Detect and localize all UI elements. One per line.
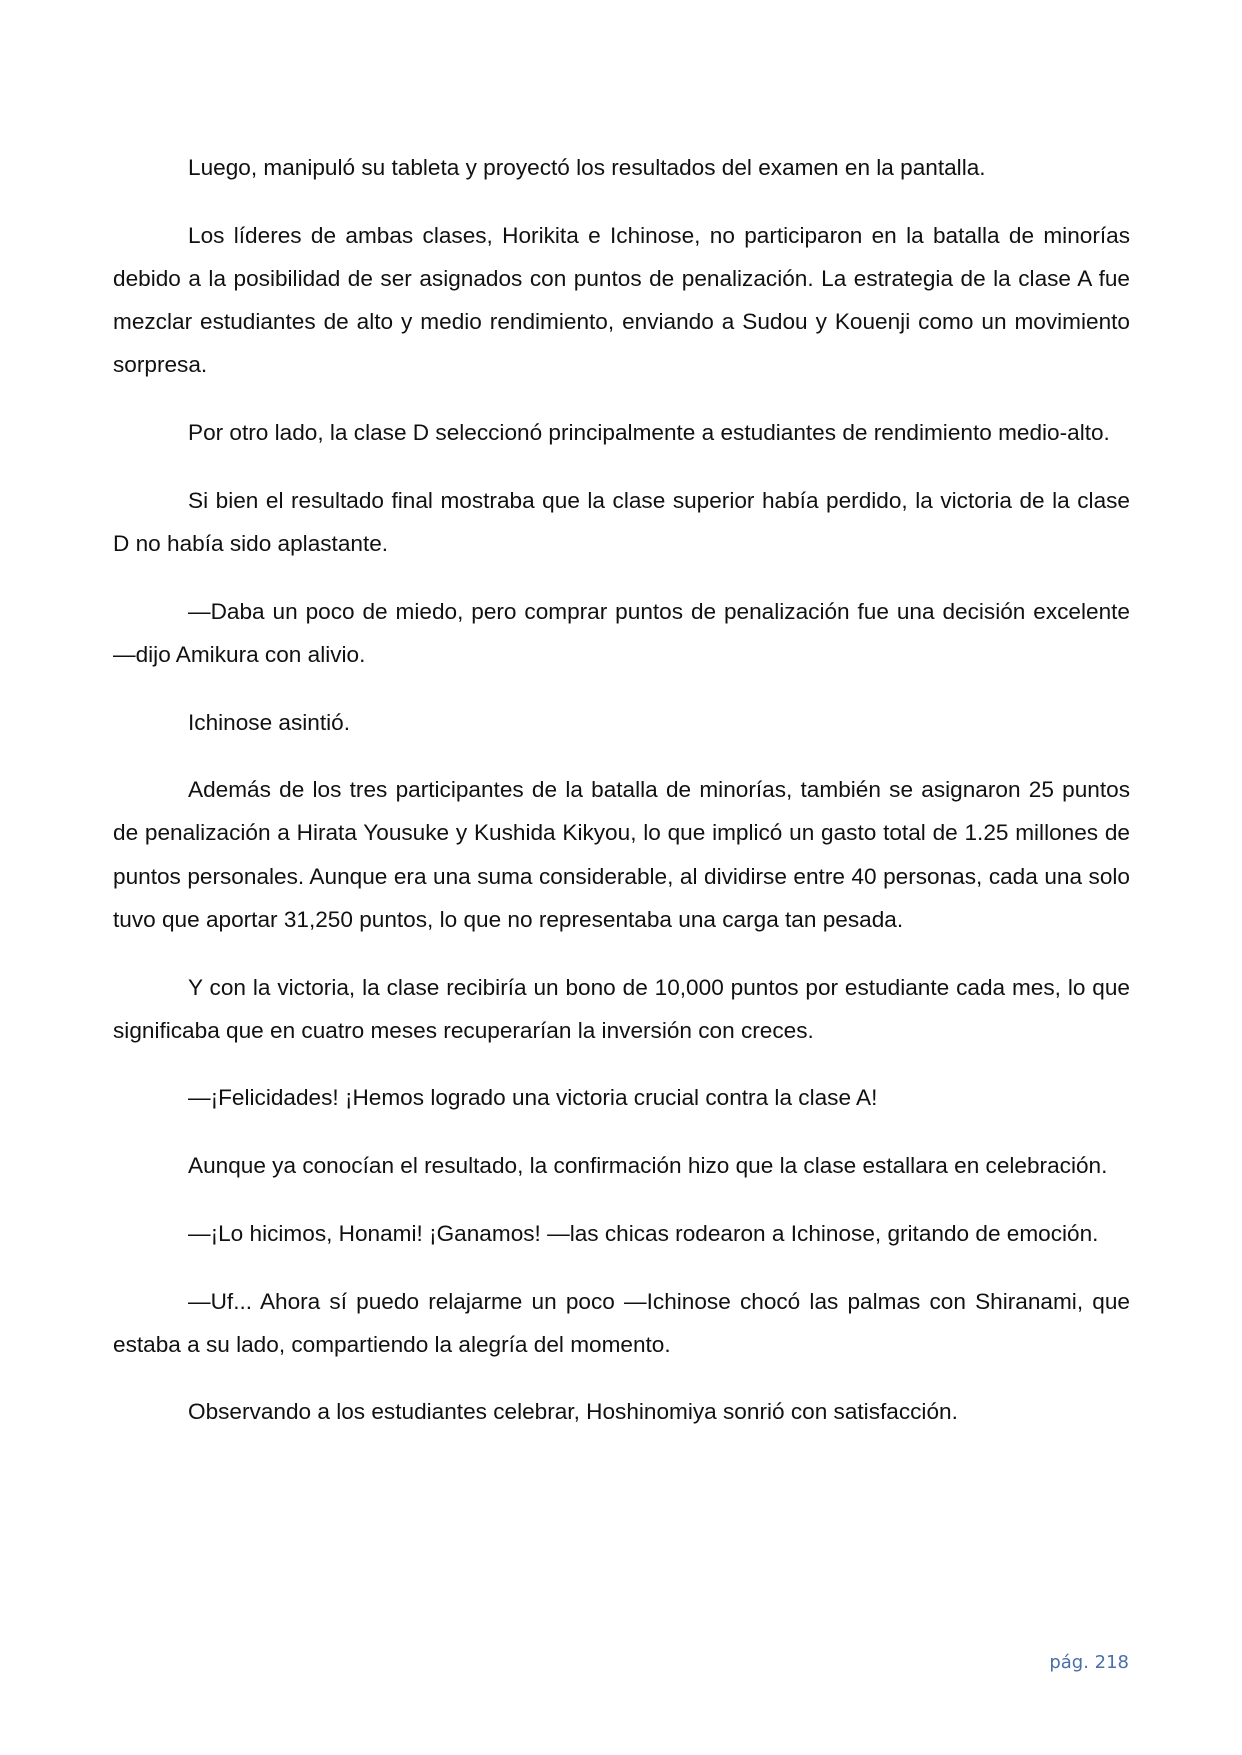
paragraph: —¡Felicidades! ¡Hemos logrado una victoria crucial contra la clase A! <box>188 1085 878 1111</box>
paragraph: Ichinose asintió. <box>188 709 351 735</box>
page-number: pág. 218 <box>1049 1652 1129 1673</box>
paragraph: —¡Lo hicimos, Honami! ¡Ganamos! —las chicas rodearon a Ichinose, gritando de emoción. <box>188 1220 1099 1246</box>
paragraph: Además de los tres participantes de la batalla de minorías, también se asignaron 25 puntos de penalización a Hirata Yousuke y Kushida Kikyou, lo que implicó un gasto total de 1.25 millones de puntos personales. Aunque era una suma considerable, al dividirse entre 40 personas, cada una solo tuvo que aportar 31,250 puntos, lo que no representaba una carga tan pesada. <box>113 777 1130 932</box>
paragraph: Observando a los estudiantes celebrar, Hoshinomiya sonrió con satisfacción. <box>188 1399 958 1425</box>
paragraph: —Uf... Ahora sí puedo relajarme un poco —Ichinose chocó las palmas con Shiranami, que estaba a su lado, compartiendo la alegría del momento. <box>113 1288 1130 1357</box>
paragraph: Aunque ya conocían el resultado, la confirmación hizo que la clase estallara en celebración. <box>188 1153 1108 1179</box>
paragraph: Los líderes de ambas clases, Horikita e Ichinose, no participaron en la batalla de minorías debido a la posibilidad de ser asignados con puntos de penalización. La estrategia de la clase A fue mezclar estudiantes de alto y medio rendimiento, enviando a Sudou y Kouenji como un movimiento sorpresa. <box>113 222 1130 378</box>
paragraph: Si bien el resultado final mostraba que la clase superior había perdido, la victoria de la clase D no había sido aplastante. <box>113 487 1130 556</box>
paragraph: Por otro lado, la clase D seleccionó principalmente a estudiantes de rendimiento medio-alto. <box>188 420 1110 446</box>
document-body <box>113 146 1130 1458</box>
paragraph: Luego, manipuló su tableta y proyectó los resultados del examen en la pantalla. <box>188 155 986 180</box>
paragraph: —Daba un poco de miedo, pero comprar puntos de penalización fue una decisión excelente —dijo Amikura con alivio. <box>113 598 1130 667</box>
paragraph: Y con la victoria, la clase recibiría un bono de 10,000 puntos por estudiante cada mes, lo que significaba que en cuatro meses recuperarían la inversión con creces. <box>113 974 1130 1043</box>
